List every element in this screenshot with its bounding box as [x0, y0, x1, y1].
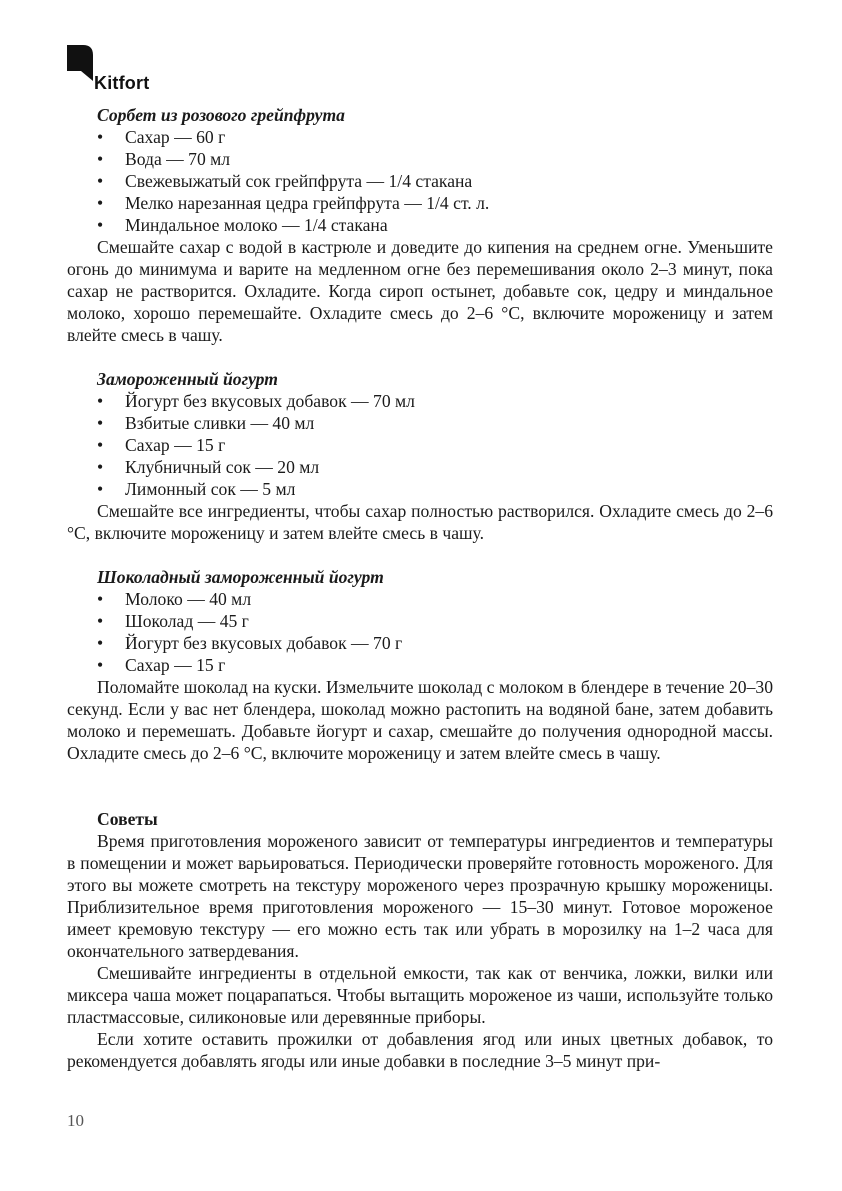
- ingredient-item: • Сахар — 60 г: [67, 126, 773, 148]
- brand-name: Kitfort: [94, 73, 150, 93]
- ingredient-item: • Миндальное молоко — 1/4 стакана: [67, 214, 773, 236]
- ingredient-list: [67, 390, 773, 500]
- manual-page-content: [67, 104, 773, 1072]
- kitfort-logo: [67, 45, 187, 95]
- ingredient-item: • Шоколад — 45 г: [67, 610, 773, 632]
- ingredient-item: • Лимонный сок — 5 мл: [67, 478, 773, 500]
- recipe-title: Замороженный йогурт: [97, 369, 278, 389]
- ingredient-item: • Свежевыжатый сок грейпфрута — 1/4 стакана: [67, 170, 773, 192]
- tips-title: Советы: [97, 809, 158, 829]
- ingredient-item: • Сахар — 15 г: [67, 434, 773, 456]
- ingredient-item: • Йогурт без вкусовых добавок — 70 г: [67, 632, 773, 654]
- tips-paragraph: Если хотите оставить прожилки от добавления ягод или иных цветных добавок, то рекомендуется добавлять ягоды или иные добавки в последние 3–5 минут при-: [67, 1029, 773, 1071]
- recipe-title: Сорбет из розового грейпфрута: [97, 105, 345, 125]
- ingredient-list: [67, 126, 773, 236]
- recipe-instructions: Смешайте сахар с водой в кастрюле и доведите до кипения на среднем огне. Уменьшите огонь до минимума и варите на медленном огне без перемешивания около 2–3 минут, пока сахар не растворится. Охладите. Когда сироп остынет, добавьте сок, цедру и миндальное молоко, хорошо перемешайте. Охладите смесь до 2–6 °С, включите мороженицу и затем влейте смесь в чашу.: [67, 237, 773, 345]
- ingredient-item: • Взбитые сливки — 40 мл: [67, 412, 773, 434]
- tips-paragraph: Смешивайте ингредиенты в отдельной емкости, так как от венчика, ложки, вилки или миксера чаша может поцарапаться. Чтобы вытащить мороженое из чаши, используйте только пластмассовые, силиконовые или деревянные приборы.: [67, 963, 773, 1027]
- ingredient-item: • Молоко — 40 мл: [67, 588, 773, 610]
- kitfort-logo-icon: [67, 45, 93, 81]
- recipe-grapefruit-sorbet: [67, 104, 773, 346]
- tips-paragraph: Время приготовления мороженого зависит от температуры ингредиентов и температуры в помещении и может варьироваться. Периодически проверяйте готовность мороженого. Для этого вы можете смотреть на текстуру мороженого через прозрачную крышку мороженицы. Приблизительное время приготовления мороженого — 15–30 минут. Готовое мороженое имеет кремовую текстуру — его можно есть так или убрать в морозилку на 1–2 часа для окончательного затвердевания.: [67, 831, 773, 961]
- ingredient-item: • Сахар — 15 г: [67, 654, 773, 676]
- ingredient-item: • Клубничный сок — 20 мл: [67, 456, 773, 478]
- tips-section: [67, 808, 773, 1072]
- page-number: 10: [67, 1111, 84, 1130]
- recipe-instructions: Смешайте все ингредиенты, чтобы сахар полностью растворился. Охладите смесь до 2–6 °С, включите мороженицу и затем влейте смесь в чашу.: [67, 501, 773, 543]
- recipe-title: Шоколадный замороженный йогурт: [97, 567, 384, 587]
- recipe-frozen-yogurt: [67, 368, 773, 544]
- ingredient-item: • Мелко нарезанная цедра грейпфрута — 1/4 ст. л.: [67, 192, 773, 214]
- ingredient-item: • Вода — 70 мл: [67, 148, 773, 170]
- ingredient-list: [67, 588, 773, 676]
- recipe-chocolate-frozen-yogurt: [67, 566, 773, 764]
- ingredient-item: • Йогурт без вкусовых добавок — 70 мл: [67, 390, 773, 412]
- recipe-instructions: Поломайте шоколад на куски. Измельчите шоколад с молоком в блендере в течение 20–30 секунд. Если у вас нет блендера, шоколад можно растопить на водяной бане, затем добавить молоко и перемешать. Добавьте йогурт и сахар, смешайте до получения однородной массы. Охладите смесь до 2–6 °С, включите мороженицу и затем влейте смесь в чашу.: [67, 677, 773, 763]
